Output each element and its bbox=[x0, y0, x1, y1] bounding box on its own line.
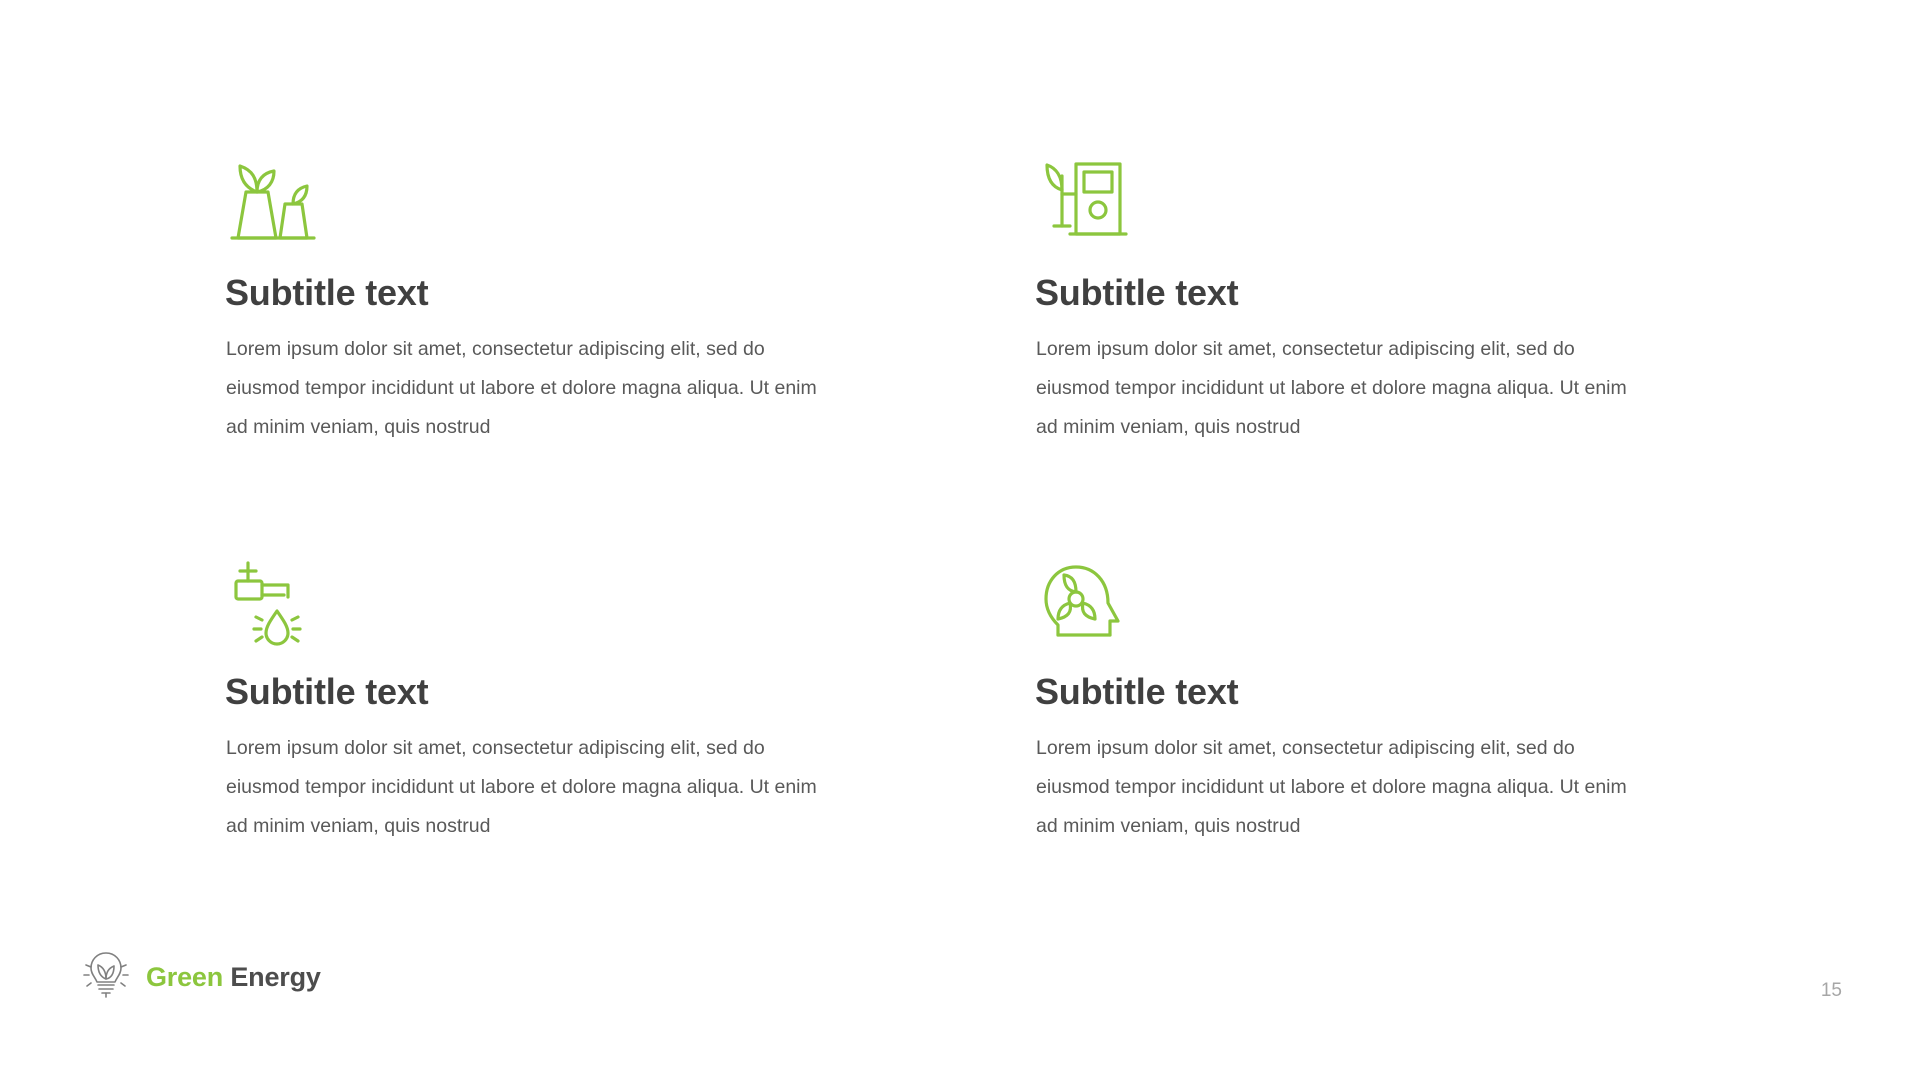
card-body: Lorem ipsum dolor sit amet, consectetur adipiscing elit, sed do eiusmod tempor incididunt ut labore et dolore magna aliqua. Ut enim ad minim veniam, quis nostrud bbox=[226, 737, 817, 837]
card-title: Subtitle text bbox=[225, 671, 429, 712]
card-body: Lorem ipsum dolor sit amet, consectetur adipiscing elit, sed do eiusmod tempor incididunt ut labore et dolore magna aliqua. Ut enim ad minim veniam, quis nostrud bbox=[1036, 737, 1627, 837]
brand-text bbox=[146, 962, 321, 993]
page-number: 15 bbox=[1820, 980, 1842, 1001]
card-body: Lorem ipsum dolor sit amet, consectetur adipiscing elit, sed do eiusmod tempor incididunt ut labore et dolore magna aliqua. Ut enim ad minim veniam, quis nostrud bbox=[226, 338, 817, 438]
head-leaf-mind-icon bbox=[1032, 539, 1697, 649]
brand-text-green: Green bbox=[146, 962, 224, 992]
feature-card bbox=[1032, 539, 1697, 846]
lightbulb-leaf-icon bbox=[80, 947, 132, 1008]
footer-brand-logo bbox=[80, 947, 321, 1008]
water-faucet-drop-icon bbox=[222, 539, 887, 649]
brand-text-energy: Energy bbox=[230, 962, 321, 992]
card-title: Subtitle text bbox=[225, 272, 429, 313]
eco-fuel-pump-icon bbox=[1032, 140, 1697, 250]
power-plant-leaf-icon bbox=[222, 140, 887, 250]
feature-card bbox=[1032, 140, 1697, 447]
feature-card bbox=[222, 539, 887, 846]
card-title: Subtitle text bbox=[1035, 272, 1239, 313]
card-body: Lorem ipsum dolor sit amet, consectetur adipiscing elit, sed do eiusmod tempor incididunt ut labore et dolore magna aliqua. Ut enim ad minim veniam, quis nostrud bbox=[1036, 338, 1627, 438]
feature-card bbox=[222, 140, 887, 447]
feature-grid bbox=[222, 140, 1692, 846]
card-title: Subtitle text bbox=[1035, 671, 1239, 712]
